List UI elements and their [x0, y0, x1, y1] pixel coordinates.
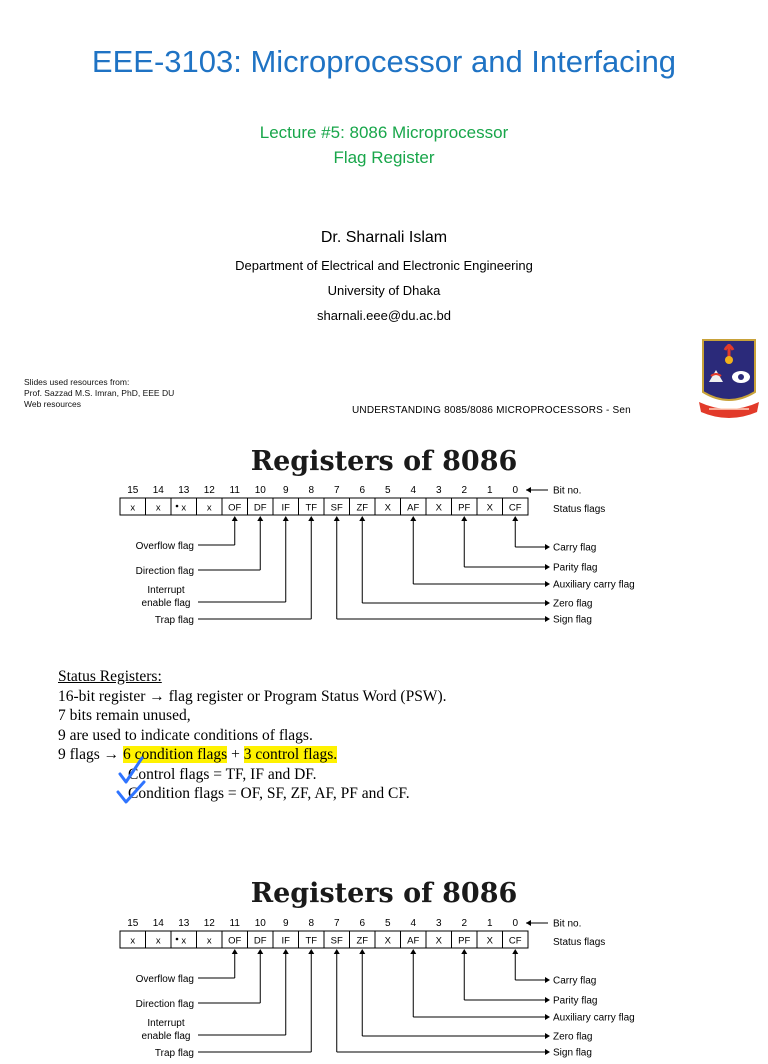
checkmark-annotations	[112, 752, 162, 812]
right-flag-label: Zero flag	[553, 598, 593, 610]
resources-line-2: Prof. Sazzad M.S. Imran, PhD, EEE DU	[24, 388, 175, 398]
arrowhead	[232, 516, 238, 521]
bit-number: 11	[229, 918, 240, 929]
overflow-flag-label: Overflow flag	[135, 974, 194, 985]
registers-heading-2: Registers of 8086	[250, 878, 518, 909]
arrowhead	[526, 487, 531, 493]
bit-number: 4	[410, 918, 417, 929]
register-cell-label: x	[206, 502, 212, 514]
slide-title: EEE-3103: Microprocessor and Interfacing	[91, 44, 677, 79]
arrowhead	[308, 949, 314, 954]
overflow-flag-label: Overflow flag	[135, 541, 194, 552]
arrowhead	[545, 616, 550, 622]
arrowhead	[545, 1014, 550, 1020]
bit-number: 5	[384, 918, 391, 929]
bit-number: 11	[229, 485, 240, 496]
registers-heading: Registers of 8086	[250, 446, 518, 477]
topic-line: Flag Register	[333, 148, 435, 167]
bit-number: 9	[282, 918, 289, 929]
notes-line-5: Control flags = TF, IF and DF.	[128, 765, 317, 783]
bit-number: 3	[435, 918, 442, 929]
register-cell-label: OF	[228, 502, 242, 514]
right-flag-label: Parity flag	[553, 995, 598, 1007]
register-cell-label: SF	[330, 502, 343, 514]
register-cell-label: x	[130, 502, 136, 514]
register-cell-label: CF	[508, 502, 522, 514]
register-cell-label: x	[181, 935, 187, 947]
cell-dot	[176, 938, 179, 941]
register-cell-label: OF	[228, 935, 242, 947]
register-cell-label: X	[435, 935, 442, 947]
bit-number: 0	[512, 918, 519, 929]
register-cell-label: IF	[281, 935, 290, 947]
right-flag-label: Sign flag	[553, 614, 592, 626]
bit-number: 1	[486, 485, 493, 496]
right-flag-label: Auxiliary carry flag	[553, 579, 635, 591]
bit-number: 10	[254, 918, 266, 929]
arrowhead	[410, 949, 416, 954]
bit-no-label: Bit no.	[553, 485, 582, 497]
register-cell-label: DF	[253, 935, 267, 947]
direction-flag-label: Direction flag	[135, 999, 194, 1010]
register-cell-label: IF	[281, 502, 290, 514]
direction-flag-label: Direction flag	[135, 566, 194, 577]
bit-number: 8	[308, 485, 315, 496]
bit-number: 6	[359, 485, 366, 496]
register-cell-label: AF	[407, 502, 420, 514]
register-cell-label: X	[435, 502, 442, 514]
arrowhead	[545, 600, 550, 606]
arrowhead	[545, 544, 550, 550]
arrowhead	[359, 949, 365, 954]
right-flag-label: Carry flag	[553, 542, 597, 554]
bit-number: 13	[178, 485, 190, 496]
arrowhead	[545, 977, 550, 983]
register-cell-label: X	[486, 935, 493, 947]
bit-number: 15	[127, 918, 139, 929]
register-cell-label: x	[130, 935, 136, 947]
university-logo	[695, 336, 763, 422]
register-cell-label: DF	[253, 502, 267, 514]
bit-number: 14	[152, 918, 164, 929]
arrowhead	[283, 949, 289, 954]
register-cell-label: x	[206, 935, 212, 947]
register-cell-label: TF	[305, 502, 318, 514]
trap-flag-label: Trap flag	[154, 1048, 194, 1059]
bit-number: 7	[333, 918, 340, 929]
arrowhead	[526, 920, 531, 926]
bit-number: 15	[127, 485, 139, 496]
resources-line-1: Slides used resources from:	[24, 377, 130, 387]
arrowhead	[545, 1049, 550, 1055]
register-cell-label: X	[384, 935, 391, 947]
bit-number: 13	[178, 918, 190, 929]
interrupt-flag-label: Interrupt	[147, 1018, 185, 1029]
flag-register-diagram	[114, 481, 674, 631]
resources-note	[24, 377, 174, 410]
right-flag-label: Auxiliary carry flag	[553, 1012, 635, 1024]
arrowhead	[257, 949, 263, 954]
bit-number: 2	[461, 918, 468, 929]
arrowhead	[512, 516, 518, 521]
register-cell-label: X	[384, 502, 391, 514]
arrowhead	[545, 581, 550, 587]
arrowhead	[410, 516, 416, 521]
bit-number: 10	[254, 485, 266, 496]
register-cell-label: x	[155, 935, 161, 947]
bit-number: 4	[410, 485, 417, 496]
arrowhead	[461, 516, 467, 521]
reference-text: UNDERSTANDING 8085/8086 MICROPROCESSORS - Sen	[352, 405, 631, 416]
register-cell-label: PF	[458, 935, 471, 947]
interrupt-flag-label: Interrupt	[147, 585, 185, 596]
register-cell-label: x	[155, 502, 161, 514]
lecture-line: Lecture #5: 8086 Microprocessor	[259, 123, 509, 142]
interrupt-flag-label: enable flag	[141, 598, 191, 609]
bit-number: 0	[512, 485, 519, 496]
notes-line-3: 9 are used to indicate conditions of flags.	[58, 726, 313, 744]
arrowhead	[232, 949, 238, 954]
bit-number: 12	[203, 918, 215, 929]
register-cell-label: ZF	[356, 935, 369, 947]
right-flag-label: Zero flag	[553, 1031, 593, 1043]
bit-number: 12	[203, 485, 215, 496]
bit-number: 5	[384, 485, 391, 496]
arrowhead	[334, 949, 340, 954]
status-flags-label: Status flags	[553, 504, 606, 515]
bit-number: 1	[486, 918, 493, 929]
register-cell-label: PF	[458, 502, 471, 514]
register-cell-label: x	[181, 502, 187, 514]
register-cell-label: SF	[330, 935, 343, 947]
arrowhead	[512, 949, 518, 954]
right-flag-label: Sign flag	[553, 1047, 592, 1059]
arrowhead	[545, 1033, 550, 1039]
bit-number: 9	[282, 485, 289, 496]
interrupt-flag-label: enable flag	[141, 1031, 191, 1042]
register-cell-label: ZF	[356, 502, 369, 514]
resources-line-3: Web resources	[24, 399, 82, 409]
highlight-condition-flags: 6 condition flags	[123, 746, 228, 763]
bit-number: 8	[308, 918, 315, 929]
university: University of Dhaka	[327, 283, 441, 298]
notes-line-4-prefix: 9 flags →	[58, 746, 124, 763]
highlight-control-flags: 3 control flags.	[243, 746, 338, 763]
arrowhead	[359, 516, 365, 521]
notes-line-4-mid: +	[227, 746, 244, 763]
register-cell-label: AF	[407, 935, 420, 947]
cell-dot	[176, 505, 179, 508]
author-name: Dr. Sharnali Islam	[320, 229, 448, 246]
notes-line-6: Condition flags = OF, SF, ZF, AF, PF and CF.	[128, 785, 410, 802]
right-flag-label: Parity flag	[553, 562, 598, 574]
right-flag-label: Carry flag	[553, 975, 597, 987]
arrowhead	[283, 516, 289, 521]
register-cell-label: X	[486, 502, 493, 514]
notes-line-2: 7 bits remain unused,	[58, 707, 191, 724]
arrowhead	[545, 564, 550, 570]
arrowhead	[257, 516, 263, 521]
bit-number: 7	[333, 485, 340, 496]
arrowhead	[308, 516, 314, 521]
arrowhead	[334, 516, 340, 521]
notes-heading: Status Registers:	[58, 668, 162, 685]
notes-line-1: 16-bit register → flag register or Program Status Word (PSW).	[58, 687, 447, 705]
register-cell-label: CF	[508, 935, 522, 947]
flag-register-diagram-2	[114, 914, 674, 1064]
status-flags-label: Status flags	[553, 937, 606, 948]
bit-number: 2	[461, 485, 468, 496]
arrowhead	[545, 997, 550, 1003]
bit-number: 3	[435, 485, 442, 496]
arrowhead	[461, 949, 467, 954]
bit-no-label: Bit no.	[553, 918, 582, 930]
bit-number: 6	[359, 918, 366, 929]
trap-flag-label: Trap flag	[154, 615, 194, 626]
register-cell-label: TF	[305, 935, 318, 947]
email[interactable]: sharnali.eee@du.ac.bd	[317, 308, 451, 323]
department: Department of Electrical and Electronic Engineering	[235, 258, 533, 273]
bit-number: 14	[152, 485, 164, 496]
